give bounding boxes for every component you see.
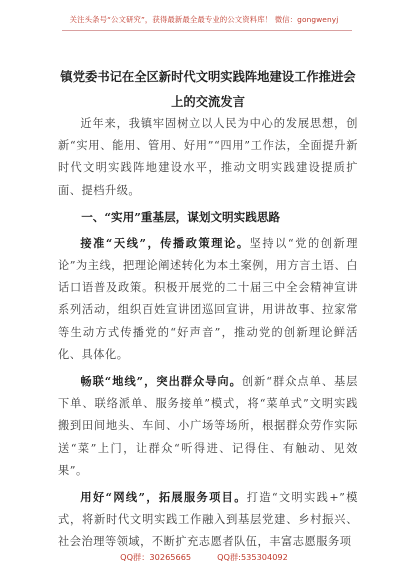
intro-paragraph: 近年来，我镇牢固树立以人民为中心的发展思想，创新“实用、能用、管用、好用”“四用”工作法，全面提升新时代文明实践阵地建设水平，推动文明实践建设提质扩面、提档升级。 (58, 117, 358, 197)
document-body (58, 113, 358, 558)
paragraph-3-lead: 用好“网线”，拓展服务项目。 (80, 490, 247, 505)
promo-banner: 关注头条号“公文研究”，获得最新最全最专业的公文资料库！ 微信：gongwenyj (69, 15, 339, 24)
paragraph-1-text: 坚持以“党的创新理论”为主线，把理论阐述转化为本土案例，用方言土语、白话口语普及政策。积极开展党的二十届三中全会精神宣讲系列活动，组织百姓宣讲团巡回宣讲，用讲故事、拉家常等生动方式传播党的“好声音”，推动党的创新理论鲜活化、具体化。 (58, 236, 359, 361)
qq-group-2: QQ群:535304092 (217, 552, 288, 562)
paragraph-1 (58, 232, 358, 366)
qq-group-1: QQ群：30265665 (120, 552, 192, 562)
paragraph-2-lead: 畅联“地线”，突出群众导向。 (80, 374, 242, 389)
header-divider (62, 30, 352, 31)
paragraph-3-text: 打造“文明实践+”模式，将新时代文明实践工作融入到基层党建、乡村振兴、社会治理等领域，不断扩充志愿者队伍，丰富志愿服务项 (58, 491, 358, 549)
paragraph-2 (58, 370, 358, 482)
footer-contact (0, 552, 408, 563)
document-title: 镇党委书记在全区新时代文明实践阵地建设工作推进会上的交流发言 (60, 69, 356, 109)
paragraph-1-lead: 接准“天线”，传播政策理论。 (80, 235, 250, 250)
section-heading-1: 一、“实用”重基层，谋划文明实践思路 (81, 209, 281, 224)
paragraph-2-text: 创新“群众点单、基层下单、联络派单、服务接单”模式，将“菜单式”文明实践搬到田间地头、车间、小广场等场所，根据群众劳作实际送“菜”上门，让群众“听得进、记得住、有触动、见效果”。 (58, 375, 358, 477)
paragraph-3 (58, 486, 358, 554)
